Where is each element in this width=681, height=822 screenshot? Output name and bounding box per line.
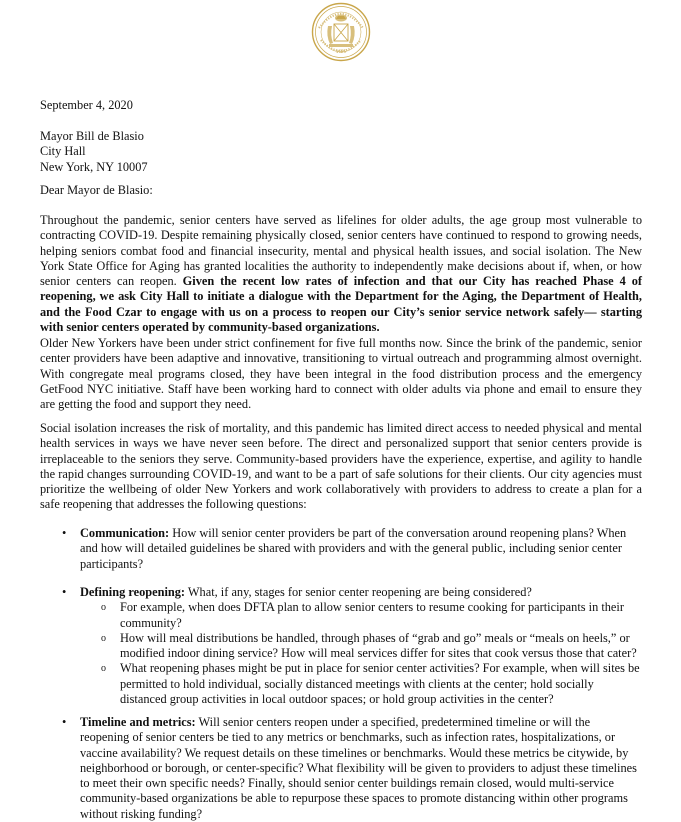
svg-text:1625: 1625 [335, 49, 347, 54]
bullet-marker: • [62, 585, 67, 599]
sub-bullet-text: How will meal distributions be handled, through phases of “grab and go” meals or “meals on heels,” or modified indoor dining service? How will meal services differ for sites that cook versus those that cater? [120, 630, 637, 661]
paragraph-1 [40, 213, 642, 335]
recipient-address [40, 129, 642, 175]
paragraph-3: Social isolation increases the risk of mortality, and this pandemic has limited direct access to needed physical and mental health services in ways we have never seen before. The direct and personalized support that senior centers provide is irreplaceable to the seniors they serve. Community-based providers have the experience, expertise, and agility to handle the rapid changes surrounding COVID-19, and want to be a part of safe solutions for their clients. Our city agencies must prioritize the wellbeing of older New Yorkers and work collaboratively with providers to address to create a plan for a safe reopening that addresses the following questions: [40, 421, 642, 512]
sub-list-item [40, 600, 642, 631]
sub-list-item [40, 631, 642, 662]
bullet-heading: Communication: [80, 526, 170, 540]
bullet-text: Will senior centers reopen under a specified, predetermined timeline or will the reopening of senior centers be tied to any metrics or benchmarks, such as infection rates, hospitalizations, or vaccine availability? We request details on these timelines or benchmarks. Would these metrics be citywide, by neighborhood or borough, or center-specific? What flexibility will be given to providers to adjust these timelines to meet their own specific needs? Finally, should senior center buildings remain closed, would multi-service community-based organizations be able to repurpose these spaces to promote distancing within other programs without risking funding? [80, 715, 637, 821]
bullet-heading: Defining reopening: [80, 585, 186, 599]
bullet-defining-reopening [40, 585, 642, 707]
recipient-name: Mayor Bill de Blasio [40, 129, 144, 143]
list-item [40, 585, 642, 600]
sub-bullet-text: What reopening phases might be put in place for senior center activities? For example, when will sites be permitted to hold individual, socially distanced meetings with clients at the center; hold socially distanced group activities in local outdoor spaces; or hold group activities in the center? [120, 661, 640, 707]
bullet-text: How will senior center providers be part of the conversation around reopening plans? When and how will detailed guidelines be shared with providers and with the general public, including senior center participants? [80, 526, 627, 571]
list-item [40, 715, 642, 822]
sub-bullet-marker: o [101, 632, 106, 644]
list-item [40, 526, 642, 572]
letter-date: September 4, 2020 [40, 98, 133, 112]
paragraph-1-request: Given the recent low rates of infection and that our City has reached Phase 4 of reopening, we ask City Hall to initiate a dialogue with the Department for the Aging, the Department of Health, and the Food Czar to engage with us on a process to reopen our City’s senior service network safely— starting with senior centers operated by community-based organizations. [40, 274, 642, 335]
bullet-timeline-and-metrics [40, 715, 642, 822]
paragraph-2: Older New Yorkers have been under strict confinement for five full months now. Since the brink of the pandemic, senior center providers have been adaptive and innovative, transitioning to virtual outreach and programming almost overnight. With congregate meal programs closed, they have been integral in the food distribution process and the emergency GetFood NYC initiative. Staff have been working hard to connect with older adults via phone and email to ensure they are getting the food and support they need. [40, 336, 642, 412]
recipient-city: New York, NY 10007 [40, 159, 148, 174]
sub-bullet-marker: o [101, 663, 106, 675]
sub-list-item [40, 661, 642, 707]
bullet-communication [40, 526, 642, 572]
recipient-office: City Hall [40, 144, 86, 159]
nyc-council-seal-icon [311, 2, 371, 62]
bullet-text: What, if any, stages for senior center reopening are being considered? [185, 585, 532, 599]
bullet-heading: Timeline and metrics: [80, 715, 196, 729]
paragraph-1-text: Throughout the pandemic, senior centers have served as lifelines for older adults, the age group most vulnerable to contracting COVID-19. Despite remaining physically closed, senior centers have continued to respond to growing needs, helping seniors combat food and financial insecurity, mental and physical health issues, and social isolation. The New York State Office for Aging has granted localities the authority to independently make decisions about if, when, or how senior centers can reopen. [40, 213, 642, 289]
sub-bullet-marker: o [101, 602, 106, 614]
bullet-marker: • [62, 715, 67, 729]
bullet-marker: • [62, 526, 67, 540]
sub-bullet-text: For example, when does DFTA plan to allow senior centers to resume cooking for participants in their community? [120, 600, 624, 630]
salutation: Dear Mayor de Blasio: [40, 183, 153, 197]
